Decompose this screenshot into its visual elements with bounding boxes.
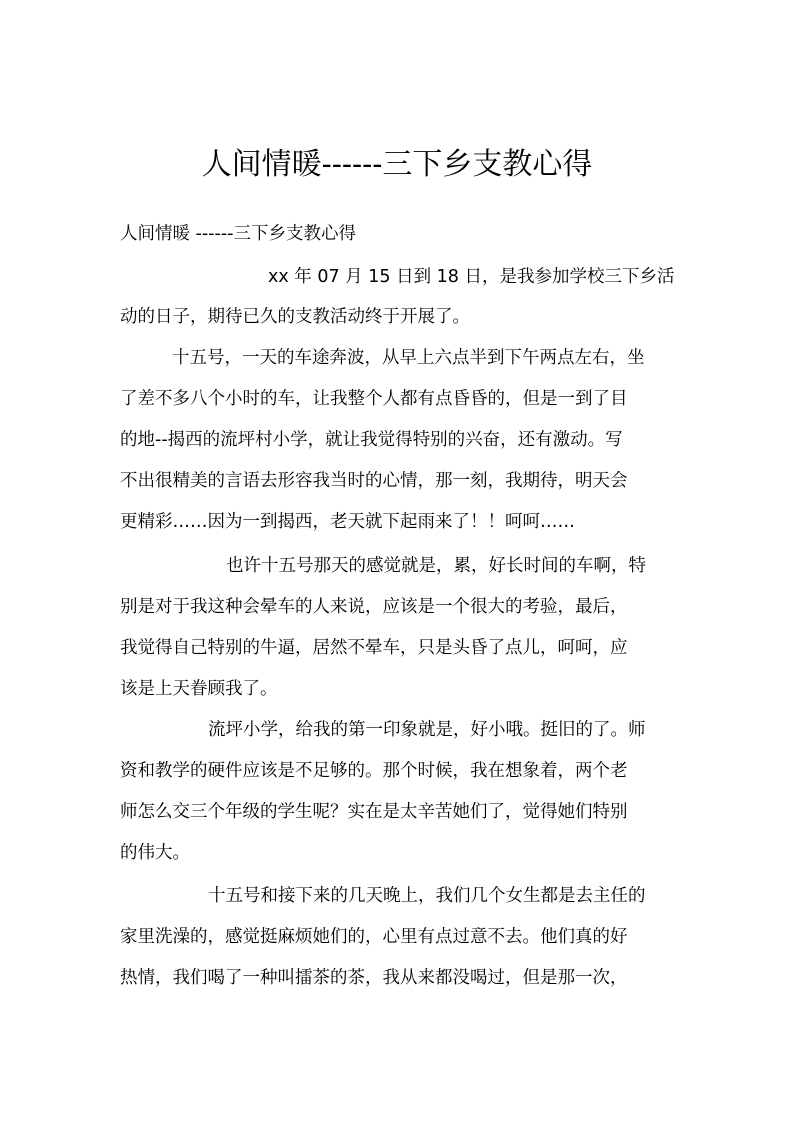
body-text-line: 更精彩……因为一到揭西，老天就下起雨来了！！呵呵…… <box>120 512 575 532</box>
body-text-line: 的伟大。 <box>120 843 190 863</box>
body-text-line: 资和教学的硬件应该是不足够的。那个时候，我在想象着，两个老 <box>120 761 628 781</box>
body-text-line: 不出很精美的言语去形容我当时的心情，那一刻，我期待，明天会 <box>120 471 628 491</box>
body-text-line: 十五号和接下来的几天晚上，我们几个女生都是去主任的 <box>208 886 646 906</box>
document-subtitle: 人间情暖 ------三下乡支教心得 <box>120 224 356 244</box>
body-text-line: 我觉得自己特别的牛逼，居然不晕车，只是头昏了点儿，呵呵，应 <box>120 638 628 658</box>
body-text-line: 别是对于我这种会晕车的人来说，应该是一个很大的考验，最后， <box>120 597 628 617</box>
body-text-line: 流坪小学，给我的第一印象就是，好小哦。挺旧的了。师 <box>208 720 646 740</box>
body-text-line: 家里洗澡的，感觉挺麻烦她们的，心里有点过意不去。他们真的好 <box>120 927 628 947</box>
body-text-line: 动的日子，期待已久的支教活动终于开展了。 <box>120 307 470 327</box>
body-text-line: 也许十五号那天的感觉就是，累，好长时间的车啊，特 <box>226 556 646 576</box>
body-text-line: 师怎么交三个年级的学生呢？实在是太辛苦她们了，觉得她们特别 <box>120 802 628 822</box>
body-text-line: 的地--揭西的流坪村小学，就让我觉得特别的兴奋，还有激动。写 <box>120 430 623 450</box>
body-text-line: xx 年 07 月 15 日到 18 日，是我参加学校三下乡活 <box>268 267 675 287</box>
body-text-line: 热情，我们喝了一种叫擂茶的茶，我从来都没喝过，但是那一次， <box>120 968 628 988</box>
document-title: 人间情暖------三下乡支教心得 <box>201 147 593 182</box>
body-text-line: 了差不多八个小时的车，让我整个人都有点昏昏的，但是一到了目 <box>120 389 628 409</box>
body-text-line: 十五号，一天的车途奔波，从早上六点半到下午两点左右，坐 <box>172 348 645 368</box>
body-text-line: 该是上天眷顾我了。 <box>120 679 278 699</box>
